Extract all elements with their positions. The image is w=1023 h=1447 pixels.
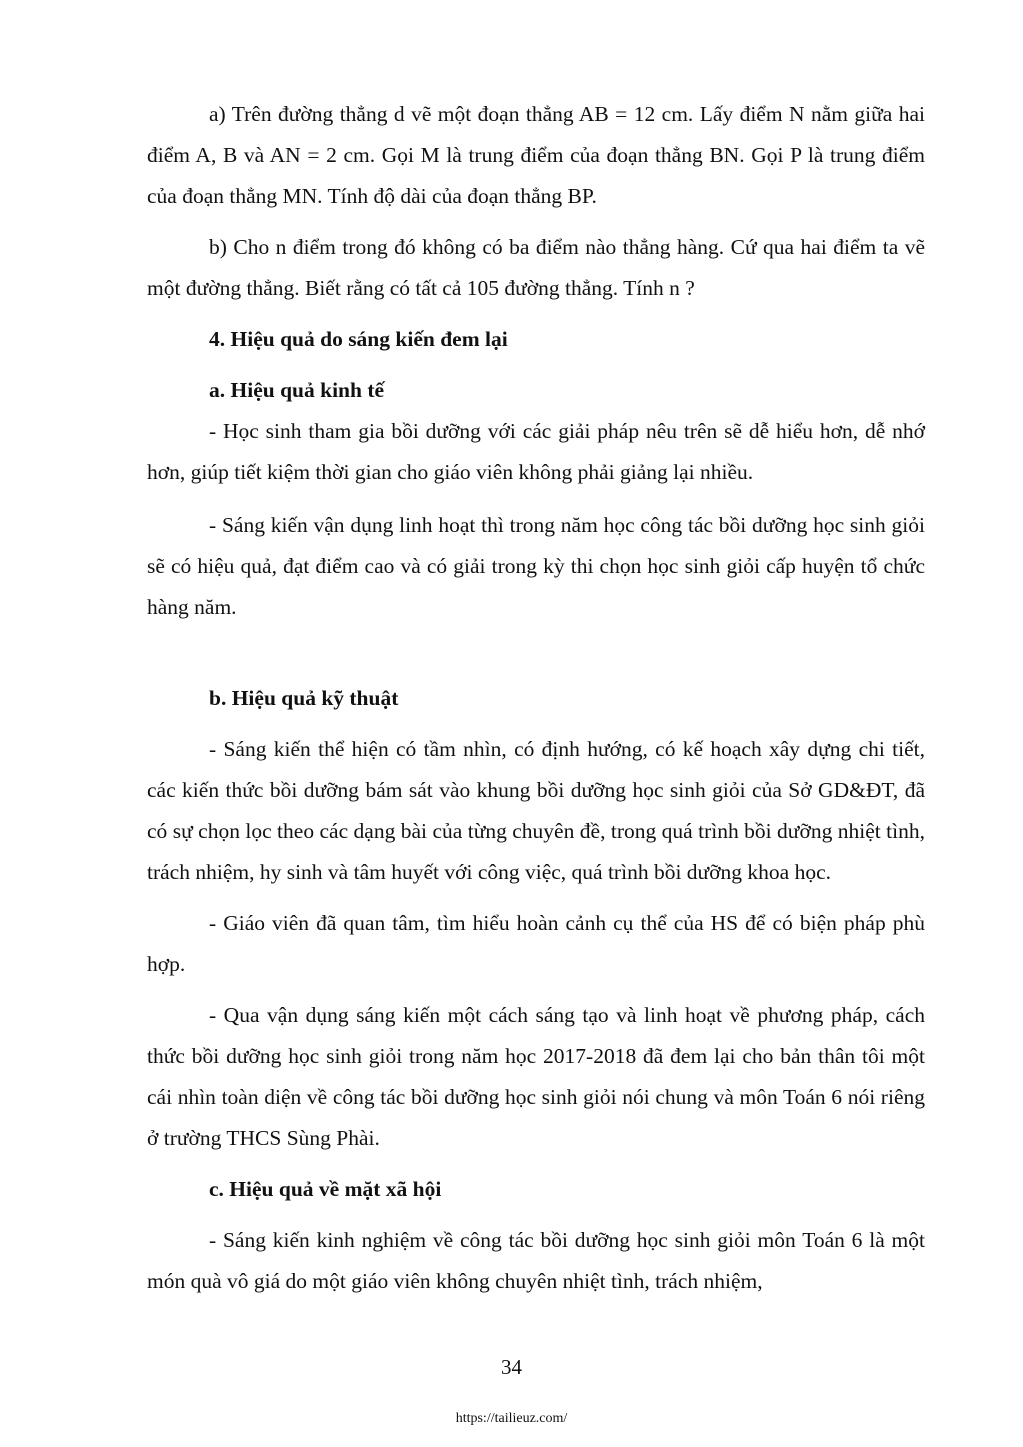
economic-effect-paragraph-2: - Sáng kiến vận dụng linh hoạt thì trong năm học công tác bồi dưỡng học sinh giỏi sẽ có hiệu quả, đạt điểm cao và có giải trong kỳ thi chọn học sinh giỏi cấp huyện tổ chức hàng năm. xyxy=(147,513,925,619)
technical-effect-heading: b. Hiệu quả kỹ thuật xyxy=(209,686,399,710)
social-effect-heading: c. Hiệu quả về mặt xã hội xyxy=(209,1177,442,1201)
exercise-b-paragraph: b) Cho n điểm trong đó không có ba điểm nào thẳng hàng. Cứ qua hai điểm ta vẽ một đường thẳng. Biết rằng có tất cả 105 đường thẳng. Tính n ? xyxy=(147,235,925,300)
section-4-heading: 4. Hiệu quả do sáng kiến đem lại xyxy=(209,327,508,351)
page-number: 34 xyxy=(501,1355,522,1379)
economic-effect-paragraph-1: - Học sinh tham gia bồi dưỡng với các giải pháp nêu trên sẽ dễ hiểu hơn, dễ nhớ hơn, giúp tiết kiệm thời gian cho giáo viên không phải giảng lại nhiều. xyxy=(147,419,925,484)
technical-effect-paragraph-2: - Giáo viên đã quan tâm, tìm hiểu hoàn cảnh cụ thể của HS để có biện pháp phù hợp. xyxy=(147,911,925,976)
exercise-a-paragraph: a) Trên đường thẳng d vẽ một đoạn thẳng AB = 12 cm. Lấy điểm N nằm giữa hai điểm A, B và AN = 2 cm. Gọi M là trung điểm của đoạn thẳng BN. Gọi P là trung điểm của đoạn thẳng MN. Tính độ dài của đoạn thẳng BP. xyxy=(147,102,925,208)
technical-effect-paragraph-3: - Qua vận dụng sáng kiến một cách sáng tạo và linh hoạt về phương pháp, cách thức bồi dưỡng học sinh giỏi trong năm học 2017-2018 đã đem lại cho bản thân tôi một cái nhìn toàn diện về công tác bồi dưỡng học sinh giỏi nói chung và môn Toán 6 nói riêng ở trường THCS Sùng Phài. xyxy=(147,1003,925,1150)
technical-effect-paragraph-1: - Sáng kiến thể hiện có tầm nhìn, có định hướng, có kế hoạch xây dựng chi tiết, các kiến thức bồi dưỡng bám sát vào khung bồi dưỡng học sinh giỏi của Sở GD&ĐT, đã có sự chọn lọc theo các dạng bài của từng chuyên đề, trong quá trình bồi dưỡng nhiệt tình, trách nhiệm, hy sinh và tâm huyết với công việc, quá trình bồi dưỡng khoa học. xyxy=(147,737,925,884)
footer-url[interactable]: https://tailieuz.com/ xyxy=(455,1411,568,1426)
social-effect-paragraph-1: - Sáng kiến kinh nghiệm về công tác bồi dưỡng học sinh giỏi môn Toán 6 là một món quà vô giá do một giáo viên không chuyên nhiệt tình, trách nhiệm, xyxy=(147,1228,925,1293)
economic-effect-heading: a. Hiệu quả kinh tế xyxy=(209,378,385,402)
document-page xyxy=(147,94,925,1302)
